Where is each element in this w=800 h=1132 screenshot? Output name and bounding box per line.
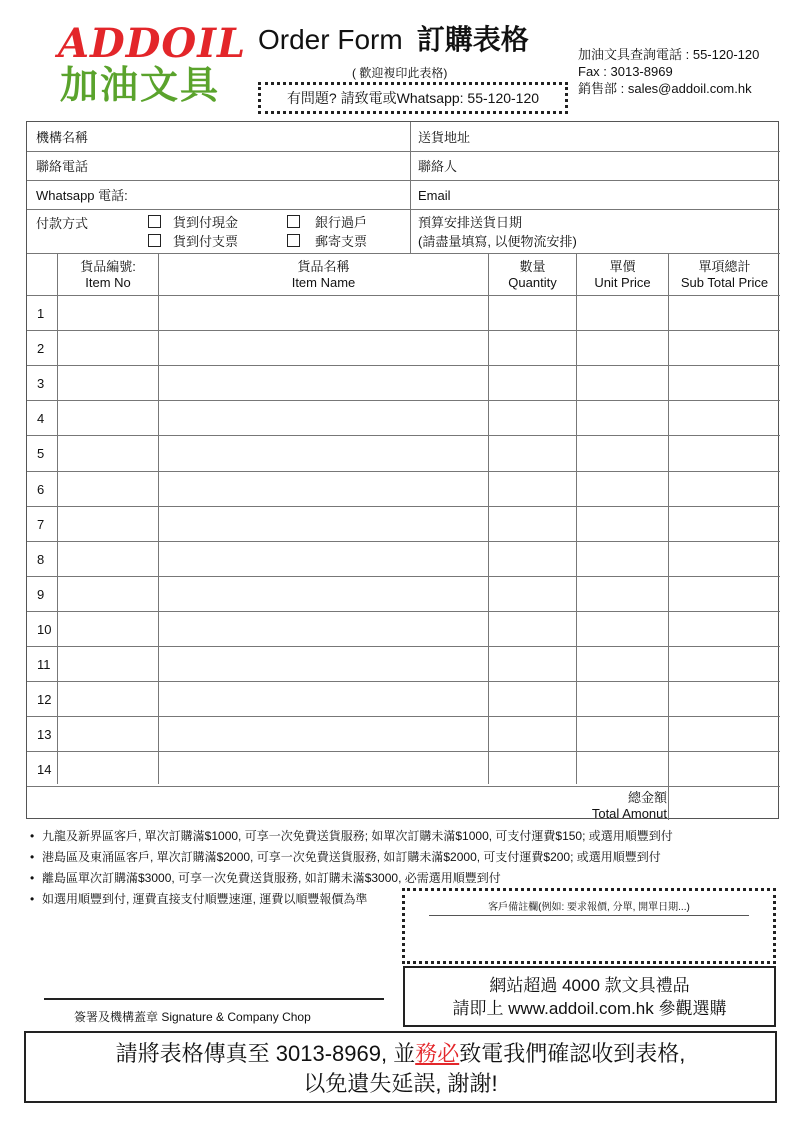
order-form-table bbox=[26, 121, 779, 819]
column-item-no bbox=[58, 259, 158, 291]
column-subtotal bbox=[669, 259, 780, 291]
row-divider bbox=[27, 681, 780, 682]
row-divider bbox=[27, 716, 780, 717]
row-divider bbox=[27, 576, 780, 577]
note-item: • 離島區單次訂購滿$3000, 可享一次免費送貨服務, 如訂購未滿$3000, 必需選用順豐到付 bbox=[30, 868, 673, 889]
column-unit-price bbox=[577, 259, 668, 291]
remarks-box[interactable] bbox=[402, 888, 776, 964]
row-divider bbox=[27, 400, 780, 401]
row-number: 3 bbox=[37, 376, 45, 392]
company-name-label: 機構名稱 bbox=[36, 130, 89, 145]
payment-method-label: 付款方式 bbox=[36, 216, 89, 231]
row-divider bbox=[27, 435, 780, 436]
row-divider bbox=[27, 611, 780, 612]
promo-line1: 網站超過 4000 款文具禮品 bbox=[489, 976, 690, 995]
promo-line2: 請即上 www.addoil.com.hk 參觀選購 bbox=[452, 999, 727, 1018]
divider bbox=[27, 180, 780, 181]
welcome-note: ( 歡迎複印此表格) bbox=[352, 66, 448, 80]
logo-chinese: 加油文具 bbox=[60, 63, 221, 107]
column-subtotal-en: Sub Total Price bbox=[680, 275, 769, 290]
total-label-en: Total Amonut bbox=[591, 806, 667, 821]
fax-instruction-line2: 以免遺失延誤, 謝謝! bbox=[303, 1071, 498, 1096]
row-number: 14 bbox=[37, 762, 52, 778]
option-cash-on-delivery: 貨到付現金 bbox=[173, 215, 239, 230]
row-divider bbox=[27, 751, 780, 752]
column-item-name-en: Item Name bbox=[291, 275, 356, 290]
note-item: • 九龍及新界區客戶, 單次訂購滿$1000, 可享一次免費送貨服務; 如單次訂購未滿$1000, 可支付運費$150; 或選用順豐到付 bbox=[30, 826, 673, 847]
row-number: 1 bbox=[37, 306, 45, 321]
note-item: • 如選用順豐到付, 運費直接支付順豐速運, 運費以順豐報價為準 bbox=[30, 889, 673, 910]
contact-person-label: 聯絡人 bbox=[418, 159, 458, 174]
row-number: 13 bbox=[37, 727, 52, 743]
row-divider bbox=[27, 365, 780, 366]
fax-instruction-line1 bbox=[26, 1039, 775, 1069]
column-quantity-en: Quantity bbox=[508, 275, 557, 290]
contact-phone: 加油文具查詢電話 : 55-120-120 bbox=[578, 47, 760, 62]
contact-fax: Fax : 3013-8969 bbox=[578, 64, 673, 79]
fax-instruction-part2: 致電我們確認收到表格, bbox=[459, 1041, 686, 1066]
question-box: 有問題? 請致電或Whatsapp: 55-120-120 bbox=[258, 82, 568, 114]
divider bbox=[27, 209, 780, 210]
divider bbox=[488, 253, 489, 784]
column-subtotal-zh: 單項總計 bbox=[698, 259, 751, 274]
phone-label: 聯絡電話 bbox=[36, 159, 89, 174]
fax-instruction-box bbox=[24, 1031, 777, 1103]
row-divider bbox=[27, 646, 780, 647]
delivery-address-label: 送貨地址 bbox=[418, 130, 471, 145]
checkbox-mail-cheque[interactable] bbox=[287, 234, 300, 247]
divider bbox=[158, 253, 159, 784]
page-title bbox=[258, 23, 529, 56]
column-item-no-zh: 貨品編號: bbox=[80, 259, 136, 274]
signature-label: 簽署及機構蓋章 Signature & Company Chop bbox=[74, 1010, 311, 1024]
title-english: Order Form bbox=[258, 24, 403, 55]
row-number: 11 bbox=[37, 657, 51, 672]
divider bbox=[27, 151, 780, 152]
row-number: 12 bbox=[37, 692, 52, 708]
column-quantity bbox=[489, 259, 576, 291]
contact-email: 銷售部 : sales@addoil.com.hk bbox=[578, 81, 752, 96]
remarks-title: 客戶備註欄(例如: 要求報價, 分單, 開單日期...) bbox=[429, 898, 749, 916]
row-number: 8 bbox=[37, 551, 45, 567]
delivery-date-label: 預算安排送貨日期 bbox=[418, 215, 523, 230]
logo-english: ADDOIL bbox=[58, 20, 247, 67]
whatsapp-label: Whatsapp 電話: bbox=[36, 188, 128, 203]
row-divider bbox=[27, 506, 780, 507]
promo-box bbox=[403, 966, 776, 1027]
row-divider bbox=[27, 330, 780, 331]
row-divider bbox=[27, 471, 780, 472]
divider bbox=[576, 253, 577, 784]
signature-line bbox=[44, 998, 384, 1000]
column-unit-price-en: Unit Price bbox=[594, 275, 651, 290]
row-number: 9 bbox=[37, 586, 45, 602]
note-item: • 港島區及東涌區客戶, 單次訂購滿$2000, 可享一次免費送貨服務, 如訂購未滿$2000, 可支付運費$200; 或選用順豐到付 bbox=[30, 847, 673, 868]
row-number: 10 bbox=[37, 621, 52, 637]
checkbox-bank-transfer[interactable] bbox=[287, 215, 300, 228]
option-mail-cheque: 郵寄支票 bbox=[315, 234, 368, 249]
checkbox-cheque-on-delivery[interactable] bbox=[148, 234, 161, 247]
column-item-no-en: Item No bbox=[85, 275, 131, 290]
column-item-name bbox=[159, 259, 488, 291]
delivery-date-hint: (請盡量填寫, 以便物流安排) bbox=[418, 234, 577, 249]
row-number: 5 bbox=[37, 446, 45, 462]
row-number: 7 bbox=[37, 516, 45, 532]
row-number: 2 bbox=[37, 341, 45, 357]
title-chinese: 訂購表格 bbox=[416, 23, 529, 56]
fax-instruction-part1: 請將表格傳真至 3013-8969, 並 bbox=[115, 1041, 416, 1066]
option-cheque-on-delivery: 貨到付支票 bbox=[173, 234, 239, 249]
row-number: 4 bbox=[37, 411, 45, 427]
divider bbox=[410, 122, 411, 253]
total-label-zh: 總金額 bbox=[627, 790, 667, 805]
option-bank-transfer: 銀行過戶 bbox=[315, 215, 368, 230]
contact-info bbox=[578, 46, 759, 97]
fax-instruction-highlight: 務必 bbox=[415, 1041, 460, 1066]
column-unit-price-zh: 單價 bbox=[609, 259, 636, 274]
divider bbox=[57, 253, 58, 784]
column-item-name-zh: 貨品名稱 bbox=[297, 259, 350, 274]
email-label: Email bbox=[418, 188, 451, 203]
row-divider bbox=[27, 541, 780, 542]
checkbox-cash-on-delivery[interactable] bbox=[148, 215, 161, 228]
divider bbox=[668, 253, 669, 820]
row-divider bbox=[27, 786, 780, 787]
column-quantity-zh: 數量 bbox=[519, 259, 546, 274]
row-number: 6 bbox=[37, 481, 45, 497]
total-amount-label bbox=[547, 790, 667, 822]
